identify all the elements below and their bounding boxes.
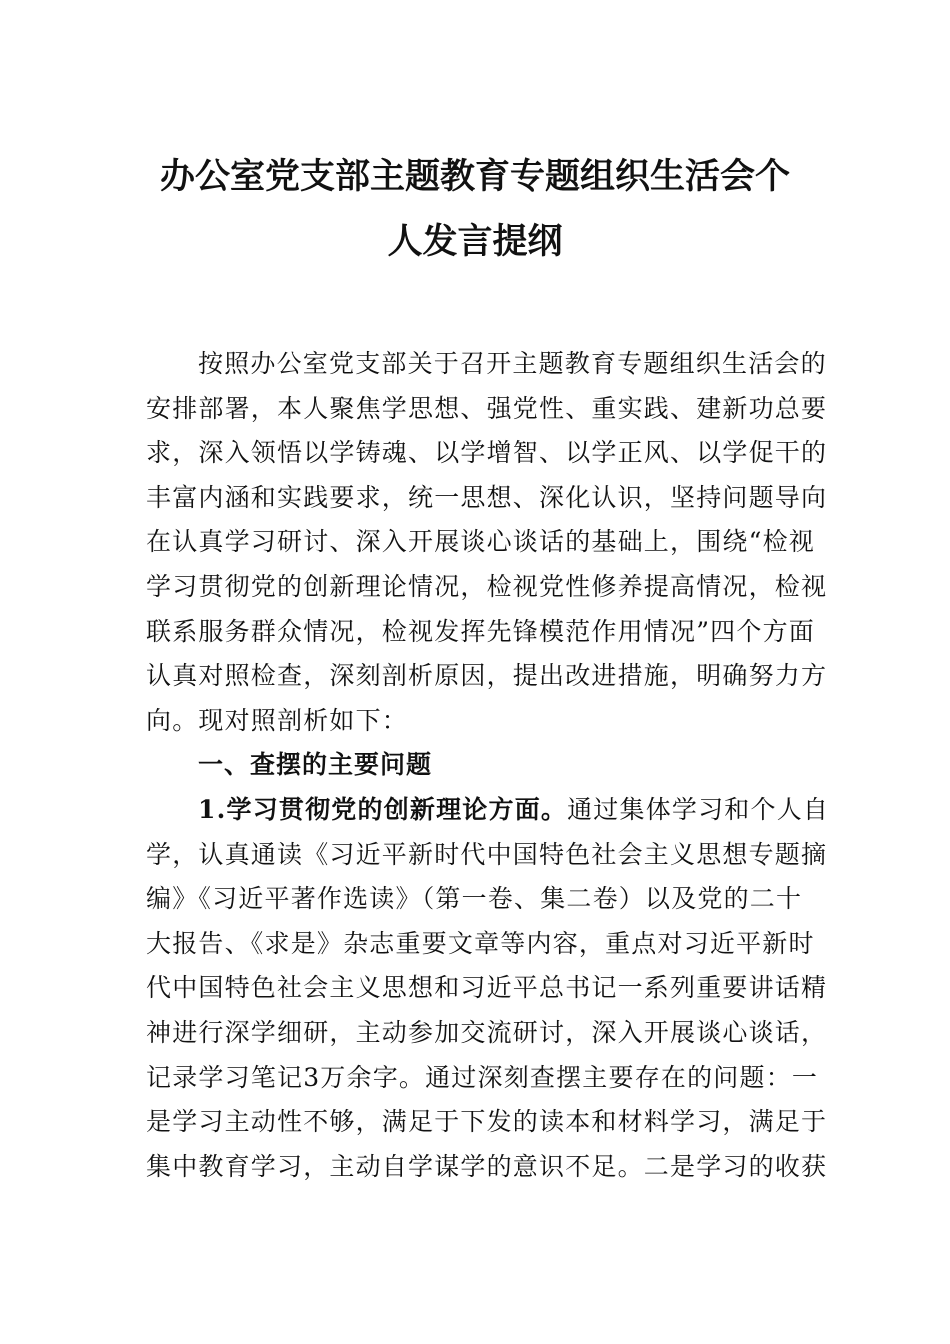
body-line: 丰富内涵和实践要求，统一思想、深化认识，坚持问题导向	[146, 482, 828, 512]
document-body	[146, 342, 830, 1189]
body-line: 学，认真通读《习近平新时代中国特色社会主义思想专题摘	[146, 839, 828, 869]
body-line: 认真对照检查，深刻剖析原因，提出改进措施，明确努力方	[146, 661, 828, 691]
body-line: 学习贯彻党的创新理论情况，检视党性修养提高情况，检视	[146, 571, 828, 601]
body-line: 联系服务群众情况，检视发挥先锋模范作用情况”四个方面	[146, 616, 815, 646]
body-line: 向。现对照剖析如下：	[146, 705, 409, 735]
item-first-line	[146, 788, 830, 833]
body-line: 大报告、《求是》杂志重要文章等内容，重点对习近平新时	[146, 928, 815, 958]
body-line: 编》《习近平著作选读》（第一卷、集二卷）以及党的二十	[146, 884, 803, 914]
document-title-line-1: 办公室党支部主题教育专题组织生活会个	[159, 156, 790, 197]
document-title-line-2: 人发言提纲	[387, 221, 563, 262]
body-line: 求，深入领悟以学铸魂、以学增智、以学正风、以学促干的	[146, 438, 828, 468]
item-lead-rest: 通过集体学习和个人自	[567, 794, 830, 824]
body-line: 是学习主动性不够，满足于下发的读本和材料学习，满足于	[146, 1107, 828, 1137]
body-line: 集中教育学习，主动自学谋学的意识不足。二是学习的收获	[146, 1151, 828, 1181]
body-line: 安排部署，本人聚焦学思想、强党性、重实践、建新功总要	[146, 393, 828, 423]
body-line: 记录学习笔记3万余字。通过深刻查摆主要存在的问题：一	[146, 1062, 819, 1092]
body-line: 代中国特色社会主义思想和习近平总书记一系列重要讲话精	[146, 973, 828, 1003]
item-lead: 1.学习贯彻党的创新理论方面。	[198, 794, 568, 824]
body-line: 按照办公室党支部关于召开主题教育专题组织生活会的	[198, 349, 827, 378]
section-heading: 一、查摆的主要问题	[198, 750, 433, 780]
body-line: 在认真学习研讨、深入开展谈心谈话的基础上，围绕“检视	[146, 527, 815, 557]
body-line: 神进行深学细研，主动参加交流研讨，深入开展谈心谈话，	[146, 1017, 828, 1047]
